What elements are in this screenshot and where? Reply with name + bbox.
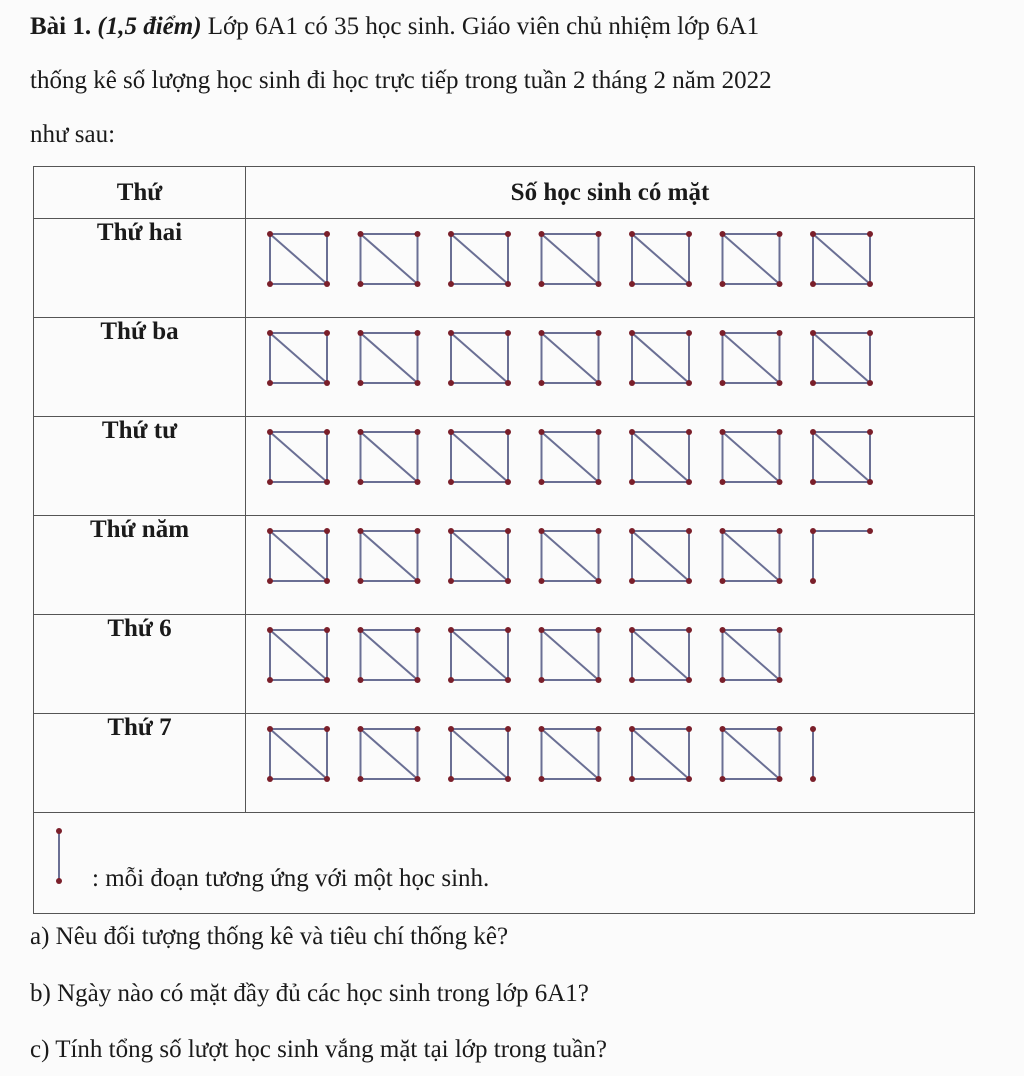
tally-dot bbox=[777, 726, 783, 732]
tally-dot bbox=[415, 528, 421, 534]
problem-line-2: thống kê số lượng học sinh đi học trực tiếp trong tuần 2 tháng 2 năm 2022 bbox=[30, 67, 772, 94]
tally-dot bbox=[267, 726, 273, 732]
tally-dot bbox=[358, 627, 364, 633]
tally-dot bbox=[358, 776, 364, 782]
tally-dot bbox=[448, 776, 454, 782]
tally-dot bbox=[448, 380, 454, 386]
tally-dot bbox=[810, 578, 816, 584]
header-count: Số học sinh có mặt bbox=[246, 167, 975, 219]
legend-row bbox=[34, 813, 975, 914]
tally-dot bbox=[686, 330, 692, 336]
tally-marks bbox=[246, 516, 975, 615]
tally-segment bbox=[632, 729, 689, 779]
tally-dot bbox=[448, 231, 454, 237]
tally-dot bbox=[686, 726, 692, 732]
tally-dot bbox=[505, 380, 511, 386]
tally-dot bbox=[686, 231, 692, 237]
tally-dot bbox=[686, 627, 692, 633]
tally-dot bbox=[415, 776, 421, 782]
day-label: Thứ hai bbox=[34, 219, 246, 318]
tally-dot bbox=[324, 429, 330, 435]
tally-dot bbox=[777, 578, 783, 584]
tally-dot bbox=[358, 528, 364, 534]
tally-dot bbox=[358, 281, 364, 287]
tally-dot bbox=[358, 429, 364, 435]
tally-segment bbox=[632, 333, 689, 383]
tally-dot bbox=[810, 776, 816, 782]
tally-dot bbox=[539, 429, 545, 435]
tally-dot bbox=[505, 726, 511, 732]
problem-statement bbox=[30, 0, 1010, 162]
tally-dot bbox=[267, 330, 273, 336]
tally-segment bbox=[542, 729, 599, 779]
tally-dot bbox=[505, 776, 511, 782]
tally-dot bbox=[629, 281, 635, 287]
tally-dot bbox=[810, 330, 816, 336]
tally-dot bbox=[324, 330, 330, 336]
tally-segment bbox=[361, 729, 418, 779]
tally-dot bbox=[720, 627, 726, 633]
tally-dot bbox=[505, 429, 511, 435]
tally-dot bbox=[810, 231, 816, 237]
tally-dot bbox=[596, 281, 602, 287]
tally-dot bbox=[777, 677, 783, 683]
tally-segment bbox=[361, 630, 418, 680]
tally-dot bbox=[267, 479, 273, 485]
tally-dot bbox=[596, 429, 602, 435]
tally-segment bbox=[632, 630, 689, 680]
tally-dot bbox=[448, 281, 454, 287]
tally-dot bbox=[629, 776, 635, 782]
tally-dot bbox=[448, 627, 454, 633]
tally-marks bbox=[246, 615, 975, 714]
tally-dot bbox=[415, 330, 421, 336]
tally-dot bbox=[358, 479, 364, 485]
tally-dot bbox=[720, 578, 726, 584]
legend-segment-icon bbox=[50, 823, 80, 889]
day-label: Thứ 7 bbox=[34, 714, 246, 813]
tally-dot bbox=[596, 578, 602, 584]
tally-dot bbox=[867, 330, 873, 336]
tally-dot bbox=[596, 776, 602, 782]
tally-dot bbox=[358, 330, 364, 336]
tally-segment bbox=[270, 234, 327, 284]
day-label: Thứ 6 bbox=[34, 615, 246, 714]
tally-dot bbox=[324, 231, 330, 237]
tally-dot bbox=[448, 677, 454, 683]
day-label: Thứ tư bbox=[34, 417, 246, 516]
tally-dot bbox=[324, 578, 330, 584]
tally-dot bbox=[867, 231, 873, 237]
tally-dot bbox=[867, 479, 873, 485]
tally-marks bbox=[246, 318, 975, 417]
tally-segment bbox=[542, 630, 599, 680]
tally-dot bbox=[867, 380, 873, 386]
tally-dot bbox=[810, 479, 816, 485]
tally-dot bbox=[448, 726, 454, 732]
tally-dot bbox=[686, 578, 692, 584]
tally-dot bbox=[596, 330, 602, 336]
tally-segment bbox=[361, 531, 418, 581]
tally-dot bbox=[777, 231, 783, 237]
tally-segment bbox=[632, 531, 689, 581]
tally-segment bbox=[723, 333, 780, 383]
tally-segment bbox=[542, 333, 599, 383]
tally-dot bbox=[324, 281, 330, 287]
tally-dot bbox=[415, 726, 421, 732]
day-label: Thứ ba bbox=[34, 318, 246, 417]
tally-dot bbox=[267, 776, 273, 782]
tally-segment bbox=[542, 234, 599, 284]
problem-points: (1,5 điểm) bbox=[97, 13, 202, 40]
tally-dot bbox=[720, 776, 726, 782]
tally-dot bbox=[777, 380, 783, 386]
tally-dot bbox=[415, 281, 421, 287]
legend-text: : mỗi đoạn tương ứng với một học sinh. bbox=[92, 865, 490, 892]
tally-segment bbox=[723, 630, 780, 680]
tally-dot bbox=[810, 429, 816, 435]
tally-dot bbox=[358, 578, 364, 584]
tally-dot bbox=[867, 281, 873, 287]
tally-segment bbox=[813, 333, 870, 383]
tally-dot bbox=[324, 479, 330, 485]
legend bbox=[34, 813, 975, 914]
tally-segment bbox=[361, 333, 418, 383]
tally-segment bbox=[632, 432, 689, 482]
tally-dot bbox=[629, 627, 635, 633]
tally-dot bbox=[539, 677, 545, 683]
tally-dot bbox=[810, 726, 816, 732]
tally-dot bbox=[867, 528, 873, 534]
tally-dot bbox=[777, 330, 783, 336]
tally-dot bbox=[686, 677, 692, 683]
tally-dot bbox=[415, 627, 421, 633]
header-day: Thứ bbox=[34, 167, 246, 219]
tally-segment bbox=[723, 531, 780, 581]
tally-segment bbox=[542, 531, 599, 581]
tally-dot bbox=[596, 479, 602, 485]
tally-dot bbox=[324, 677, 330, 683]
tally-dot bbox=[505, 627, 511, 633]
tally-dot bbox=[539, 281, 545, 287]
tally-segment bbox=[451, 333, 508, 383]
tally-dot bbox=[448, 528, 454, 534]
tally-dot bbox=[324, 380, 330, 386]
tally-dot bbox=[686, 776, 692, 782]
tally-dot bbox=[539, 380, 545, 386]
tally-segment bbox=[451, 531, 508, 581]
tally-dot bbox=[596, 726, 602, 732]
tally-dot bbox=[415, 578, 421, 584]
tally-segment bbox=[723, 234, 780, 284]
table-row bbox=[34, 219, 975, 318]
tally-marks bbox=[246, 417, 975, 516]
tally-dot bbox=[629, 231, 635, 237]
tally-dot bbox=[596, 528, 602, 534]
tally-dot bbox=[629, 330, 635, 336]
tally-dot bbox=[720, 726, 726, 732]
tally-dot bbox=[415, 479, 421, 485]
table-row bbox=[34, 615, 975, 714]
tally-dot bbox=[267, 528, 273, 534]
tally-dot bbox=[267, 231, 273, 237]
tally-dot bbox=[324, 528, 330, 534]
tally-dot bbox=[777, 776, 783, 782]
tally-dot bbox=[539, 726, 545, 732]
tally-dot bbox=[810, 380, 816, 386]
tally-dot bbox=[720, 380, 726, 386]
tally-dot bbox=[415, 429, 421, 435]
tally-segment bbox=[270, 432, 327, 482]
tally-dot bbox=[629, 380, 635, 386]
tally-segment bbox=[451, 630, 508, 680]
tally-dot bbox=[720, 528, 726, 534]
tally-segment bbox=[723, 432, 780, 482]
problem-text-1: Lớp 6A1 có 35 học sinh. Giáo viên chủ nhiệm lớp 6A1 bbox=[207, 13, 760, 40]
tally-dot bbox=[505, 281, 511, 287]
tally-segment bbox=[361, 234, 418, 284]
tally-segment bbox=[361, 432, 418, 482]
tally-dot bbox=[539, 330, 545, 336]
tally-dot bbox=[267, 380, 273, 386]
tally-dot bbox=[777, 429, 783, 435]
tally-dot bbox=[629, 429, 635, 435]
tally-marks bbox=[246, 714, 975, 813]
tally-dot bbox=[539, 578, 545, 584]
tally-dot bbox=[777, 528, 783, 534]
tally-segment bbox=[542, 432, 599, 482]
tally-dot bbox=[505, 330, 511, 336]
question-b: b) Ngày nào có mặt đầy đủ các học sinh trong lớp 6A1? bbox=[30, 980, 589, 1007]
tally-dot bbox=[324, 627, 330, 633]
table-row bbox=[34, 516, 975, 615]
tally-dot bbox=[505, 677, 511, 683]
tally-marks bbox=[246, 219, 975, 318]
tally-dot bbox=[777, 281, 783, 287]
tally-dot bbox=[267, 578, 273, 584]
tally-segment bbox=[270, 729, 327, 779]
tally-dot bbox=[686, 479, 692, 485]
tally-dot bbox=[720, 231, 726, 237]
tally-dot bbox=[358, 231, 364, 237]
tally-dot bbox=[448, 479, 454, 485]
table-row bbox=[34, 417, 975, 516]
tally-dot bbox=[539, 627, 545, 633]
tally-dot bbox=[720, 429, 726, 435]
tally-dot bbox=[267, 677, 273, 683]
tally-dot bbox=[720, 677, 726, 683]
tally-dot bbox=[629, 677, 635, 683]
table-row bbox=[34, 714, 975, 813]
tally-dot bbox=[596, 231, 602, 237]
tally-dot bbox=[415, 231, 421, 237]
tally-table bbox=[33, 166, 975, 914]
tally-dot bbox=[686, 380, 692, 386]
tally-dot bbox=[720, 479, 726, 485]
day-label: Thứ năm bbox=[34, 516, 246, 615]
problem-line-3: như sau: bbox=[30, 121, 116, 148]
tally-segment bbox=[451, 729, 508, 779]
tally-dot bbox=[448, 429, 454, 435]
tally-segment bbox=[270, 531, 327, 581]
tally-segment bbox=[632, 234, 689, 284]
tally-segment bbox=[270, 630, 327, 680]
tally-segment bbox=[813, 432, 870, 482]
tally-segment bbox=[813, 234, 870, 284]
question-a: a) Nêu đối tượng thống kê và tiêu chí thống kê? bbox=[30, 923, 509, 950]
tally-dot bbox=[505, 528, 511, 534]
tally-dot bbox=[720, 330, 726, 336]
tally-dot bbox=[448, 578, 454, 584]
table-row bbox=[34, 318, 975, 417]
problem-label: Bài 1. bbox=[30, 13, 92, 40]
tally-dot bbox=[867, 429, 873, 435]
tally-dot bbox=[358, 677, 364, 683]
tally-dot bbox=[629, 578, 635, 584]
tally-dot bbox=[629, 528, 635, 534]
tally-dot bbox=[629, 726, 635, 732]
tally-dot bbox=[505, 479, 511, 485]
tally-dot bbox=[539, 479, 545, 485]
tally-dot bbox=[415, 677, 421, 683]
tally-dot bbox=[777, 479, 783, 485]
tally-segment bbox=[451, 432, 508, 482]
tally-dot bbox=[358, 726, 364, 732]
tally-dot bbox=[505, 231, 511, 237]
tally-dot bbox=[777, 627, 783, 633]
tally-dot bbox=[629, 479, 635, 485]
tally-dot bbox=[810, 281, 816, 287]
tally-segment bbox=[451, 234, 508, 284]
tally-dot bbox=[415, 380, 421, 386]
tally-dot bbox=[505, 578, 511, 584]
tally-segment bbox=[270, 333, 327, 383]
tally-dot bbox=[324, 776, 330, 782]
tally-dot bbox=[686, 281, 692, 287]
tally-dot bbox=[324, 726, 330, 732]
problem-line-1 bbox=[30, 0, 1010, 54]
tally-dot bbox=[267, 429, 273, 435]
tally-segment bbox=[723, 729, 780, 779]
header-row bbox=[34, 167, 975, 219]
tally-dot bbox=[267, 627, 273, 633]
tally-dot bbox=[810, 528, 816, 534]
tally-dot bbox=[686, 429, 692, 435]
question-c: c) Tính tổng số lượt học sinh vắng mặt tại lớp trong tuần? bbox=[30, 1036, 607, 1063]
tally-dot bbox=[686, 528, 692, 534]
tally-dot bbox=[539, 231, 545, 237]
tally-dot bbox=[596, 627, 602, 633]
tally-dot bbox=[448, 330, 454, 336]
tally-dot bbox=[596, 677, 602, 683]
tally-dot bbox=[596, 380, 602, 386]
tally-dot bbox=[539, 528, 545, 534]
tally-dot bbox=[539, 776, 545, 782]
tally-dot bbox=[267, 281, 273, 287]
tally-dot bbox=[358, 380, 364, 386]
tally-dot bbox=[720, 281, 726, 287]
